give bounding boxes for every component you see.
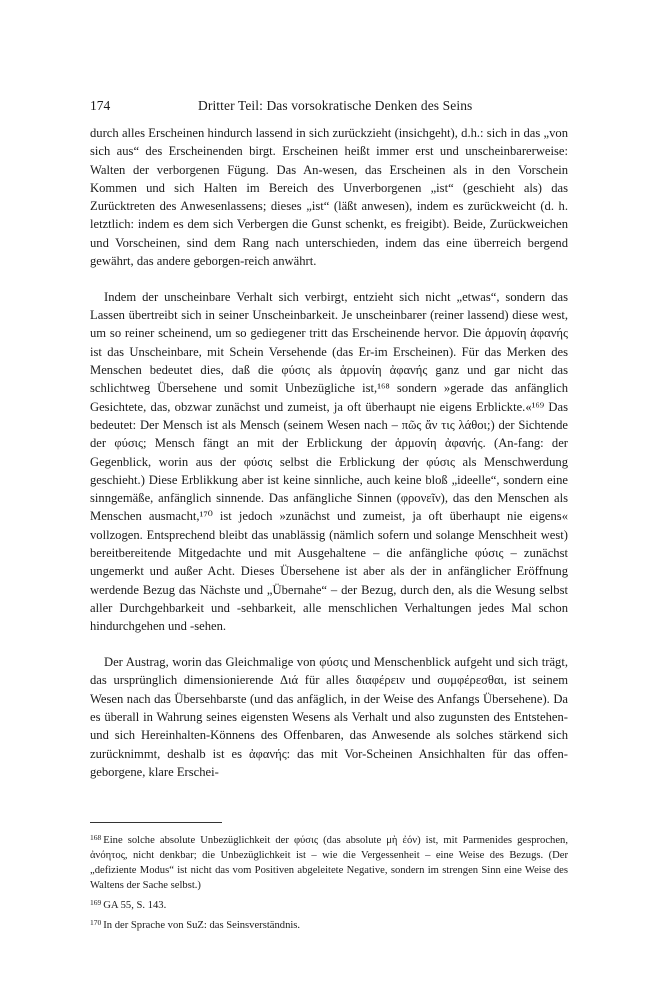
paragraph: Indem der unscheinbare Verhalt sich verbirgt, entzieht sich nicht „etwas“, sondern das Lassen übertreibt sich in seiner Unscheinbarkeit. Je unscheinbarer (reiner lassend) diese west, um so reiner scheinend, um so gediegener tritt das Erscheinende hervor. Die ἁρμονίη ἀφανής ist das Unscheinbare, mit Schein Versehende (das Er-im Erscheinen). Für das Merken des Menschen bedeutet dies, daß die φύσις als ἁρμονίη ἀφανής ganz und gar nicht das schlichtweg Übersehene und somit Unbezügliche ist,¹⁶⁸ sondern »gerade das anfänglich Gesichtete, das, obzwar zunächst und zumeist, ja oft überhaupt nie eigens Erblickte.«¹⁶⁹ Das bedeutet: Der Mensch ist als Mensch (seinem Wesen nach – πῶς ἄν τις λάθοι;) der Sichtende der φύσις; Mensch fängt an mit der Erblickung der ἁρμονίη ἀφανής. (An-fang: der Gegenblick, worin aus der φύσις selbst die Erblickung der φύσις als Menschwerdung geschieht.) Diese Erblikkung aber ist keine sinnliche, auch keine bloß „ideelle“, sondern eine sinngemäße, anfänglich sinnende. Das anfängliche Sinnen (φρονεῖν), das den Menschen als Menschen ausmacht,¹⁷⁰ ist jedoch »zunächst und zumeist, ja oft überhaupt nie eigens« vollzogen. Entsprechend bleibt das unablässig (nämlich sofern und solange Menschheit west) bereitbereitende Mitgedachte und mit Ausgehaltene – die anfängliche φύσις – zunächst ungemerkt und außer Acht. Dieses Übersehene ist aber als der in anfänglicher Eröffnung werdende Bezug das Nächste und „Übernahe“ – der Bezug, durch den, als die Wesung selbst aller Durchgehbarkeit und -sehbarkeit, alle menschlichen Verhaltungen jedes Mal schon hindurchgehen und -sehen. <box>90 289 568 634</box>
paragraph: Der Austrag, worin das Gleichmalige von φύσις und Menschenblick aufgeht und sich trägt, das ursprünglich dimensionierende Διά für alles διαφέρειν und συμφέρεσθαι, ist seinem Wesen nach das Übersehbarste (und das anfäglich, in der Weise des Anfangs Übersehene). Da es überall in Wahrung seines eigensten Wesens als Verhalt und also zugunsten des Entstehen- und sich Hereinhalten-Könnens des Offenbaren, das Anwesende als solches stärkend sich zurücknimmt, deshalb ist es ἀφανής: das mit Vor-Scheinen Ansichhalten für das offen-geborgene, klare Erschei- <box>90 655 568 779</box>
running-title: Dritter Teil: Das vorsokratische Denken des Seins <box>198 98 473 113</box>
footnote-number: 170 <box>90 918 102 927</box>
footnotes <box>90 830 568 935</box>
footnote-number: 168 <box>90 833 102 842</box>
footnote <box>90 830 568 893</box>
footnote-text: GA 55, S. 143. <box>103 900 167 911</box>
page-number: 174 <box>90 98 111 113</box>
page-header <box>90 98 568 118</box>
footnote <box>90 895 568 913</box>
footnote-text: Eine solche absolute Unbezüglichkeit der φύσις (das absolute μὴ ἐόν) ist, mit Parmenides gesprochen, ἀνόητος, nicht denkbar; die Unbezüglichkeit ist – wie die Vergessenheit – eine Weise des Bezugs. (Der „defiziente Modus“ ist nicht das vom Positiven abgeleitete Negative, sondern im strengen Sinn eine Weise des Waltens der Sache selbst.) <box>90 835 568 891</box>
body-text <box>90 124 568 781</box>
footnote-divider <box>90 822 222 823</box>
footnote-number: 169 <box>90 898 102 907</box>
footnote <box>90 915 568 933</box>
paragraph: durch alles Erscheinen hindurch lassend in sich zurückzieht (insichgeht), d.h.: sich in das „von sich aus“ des Erscheinenden birgt. Erscheinen heißt immer erst und unscheinbarerweise: Walten der verborgenen Fügung. Das An-wesen, das Erscheinen als in den Vorschein Kommen und sich Halten im Bereich des Unverborgenen „ist“ (geschieht als) das Zurücktreten des Anwesenlassens; dieses „ist“ (läßt anwesen), indem es zurückweicht (d. h. letztlich: indem es dem sich Verbergen die Gunst schenkt, es freigibt). Beide, Zurückweichen und Vorscheinen, sind dem Rang nach unterschieden, indem das eine überreich bergend gewährt, das andere geborgen-reich anwährt. <box>90 126 568 269</box>
footnote-text: In der Sprache von SuZ: das Seinsverständnis. <box>103 920 301 931</box>
